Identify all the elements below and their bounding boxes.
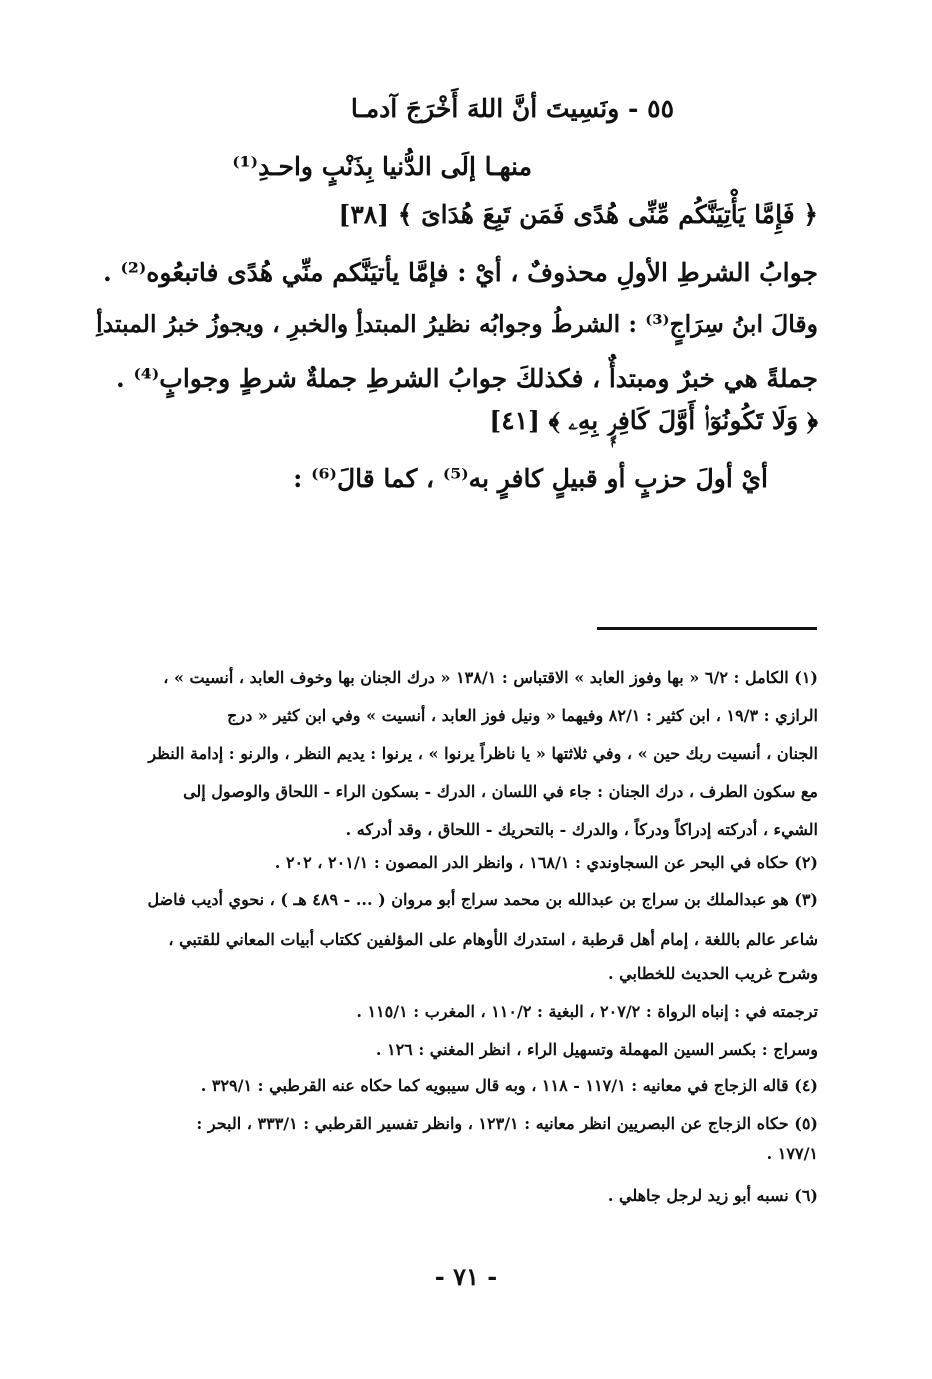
footnote-line: الشيء ، أدركته إدراكاً ودركاً ، والدرك - بالتحريك - اللحاق ، وقد أدركه . (345, 820, 818, 839)
footnote-line: الرازي : ١٩/٣ ، ابن كثير : ٨٢/١ وفيهما « ونيل فوز العابد ، أنسيت » وفي ابن كثير « درج (227, 706, 818, 725)
text-line-2: وقالَ ابنُ سِرَاجٍ⁽³⁾ : الشرطُ وجوابُه نظيرُ المبتدأِ والخبرِ ، ويجوزُ خبرُ المبتدأِ (96, 310, 818, 338)
footnote-line: وسراج : بكسر السين المهملة وتسهيل الراء ، انظر المغني : ١٢٦ . (375, 1040, 818, 1059)
verse-line-2: منهـا إلَى الدُّنيا بِذَنْبٍ واحـدِ⁽¹⁾ (232, 152, 532, 181)
footnote-line: (٣) هو عبدالملك بن سراج بن عبدالله بن محمد سراج أبو مروان ( ... - ٤٨٩ هـ ) ، نحوي أديب فاضل (147, 890, 818, 909)
footnote-line: شاعر عالم باللغة ، إمام أهل قرطبة ، استدرك الأوهام على المؤلفين ككتاب أبيات المعاني للقتبي ، (168, 930, 818, 949)
quran-quote-38: ﴿ فَإِمَّا يَأْتِيَنَّكُم مِّنِّى هُدًى فَمَن تَبِعَ هُدَاىَ ﴾ [٣٨] (338, 200, 818, 229)
footnote-line: وشرح غريب الحديث للخطابي . (608, 964, 818, 983)
footnote-line: (٢) حكاه في البحر عن السجاوندي : ١٦٨/١ ، وانظر الدر المصون : ٢٠١/١ ، ٢٠٢ . (274, 853, 818, 872)
footnote-line: (٥) حكاه الزجاج عن البصريين انظر معانيه : ١٢٣/١ ، وانظر تفسير القرطبي : ٣٣٣/١ ، البحر : (196, 1114, 818, 1133)
verse-line-1: ٥٥ - ونَسِيتَ أنَّ اللهَ أَخْرَجَ آدمـا (350, 94, 674, 123)
text-line-4: أيْ أولَ حزبٍ أو قبيلٍ كافرٍ به⁽⁵⁾ ، كما قالَ⁽⁶⁾ : (293, 464, 768, 493)
footnote-line: ١٧٧/١ . (766, 1144, 818, 1163)
footnote-line: ترجمته في : إنباه الرواة : ٢٠٧/٢ ، البغية : ١١٠/٢ ، المغرب : ١١٥/١ . (356, 1002, 818, 1021)
text-line-1: جوابُ الشرطِ الأولِ محذوفٌ ، أيْ : فإمَّا يأتيَنَّكم منِّي هُدًى فاتبعُوه⁽²⁾ . (103, 258, 818, 287)
quran-quote-41: ﴿ وَلَا تَكُونُوٓا۟ أَوَّلَ كَافِرٍۭ بِهِۦ ﴾ [٤١] (489, 406, 818, 435)
footnote-line: مع سكون الطرف ، درك الجنان : جاء في اللسان ، الدرك - بسكون الراء - اللحاق والوصول إلى (183, 782, 818, 801)
text-line-3: جملةً هي خبرٌ ومبتدأٌ ، فكذلكَ جوابُ الشرطِ جملةٌ شرطٍ وجوابٍ⁽⁴⁾ . (116, 364, 818, 393)
footnote-line: (٤) قاله الزجاج في معانيه : ١١٧/١ - ١١٨ ، وبه قال سيبويه كما حكاه عنه القرطبي : ٣٢٩/١ . (200, 1076, 818, 1095)
page-number: - ٧١ - (434, 1262, 498, 1291)
footnote-line: الجنان ، أنسيت ربك حين » ، وفي ثلاثتها « يا ناظراً يرنوا » ، يرنوا : يديم النظر ، والرنو : إدامة النظر (148, 744, 818, 763)
footnote-separator (597, 627, 817, 630)
footnote-line: (١) الكامل : ٦/٢ « بها وفوز العابد » الاقتباس : ١٣٨/١ « درك الجنان بها وخوف العابد ، أنسيت » ، (163, 668, 818, 687)
footnote-line: (٦) نسبه أبو زيد لرجل جاهلي . (607, 1186, 818, 1205)
